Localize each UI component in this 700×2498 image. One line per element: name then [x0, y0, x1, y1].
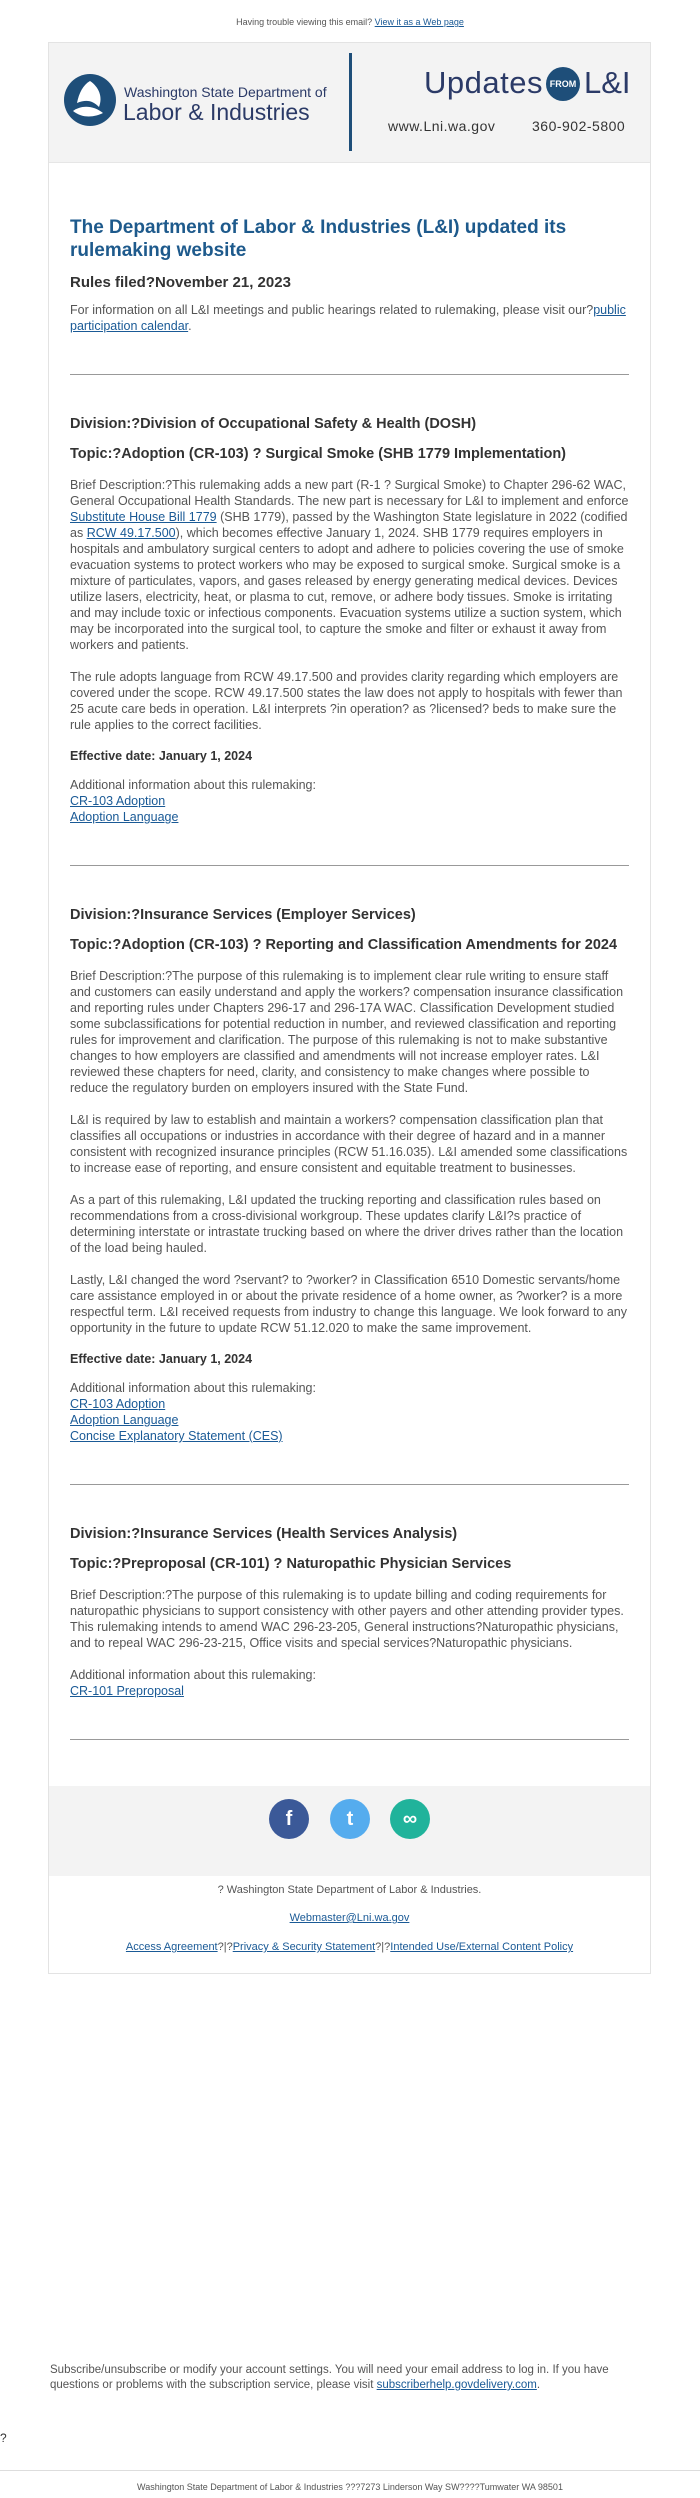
subscription-notice	[50, 2363, 650, 2393]
stray-character: ?	[0, 2431, 7, 2445]
public-participation-calendar-link[interactable]: public participation calendar	[70, 303, 626, 333]
shb-1779-link[interactable]: Substitute House Bill 1779	[70, 510, 217, 524]
trucking-paragraph: As a part of this rulemaking, L&I updated the trucking reporting and classification rules based on recommendations from a cross-divisional workgroup. These updates clarify L&I?s practice of determining interstate or intrastate trucking based on where the driver drives rather than the location of the load being hauled.	[70, 1193, 624, 1255]
topic-heading: Topic:?Preproposal (CR-101) ? Naturopathic Physician Services	[70, 1556, 512, 1572]
rules-filed-date: Rules filed?November 21, 2023	[70, 274, 291, 291]
rcw-49-17-500-link[interactable]: RCW 49.17.500	[86, 526, 176, 540]
adoption-language-link[interactable]: Adoption Language	[70, 810, 179, 824]
trouble-viewing-text: Having trouble viewing this email?	[236, 17, 373, 27]
facebook-icon[interactable]: f	[269, 1799, 309, 1839]
division-heading: Division:?Insurance Services (Employer Services)	[70, 907, 416, 923]
description-text: (SHB 1779), passed by the Washington State legislature in 2022 (codified as	[70, 510, 628, 540]
cr-103-adoption-link[interactable]: CR-103 Adoption	[70, 794, 166, 808]
link-icon[interactable]: ∞	[390, 1799, 430, 1839]
section-divider	[70, 865, 629, 866]
additional-info-label: Additional information about this rulemaking:	[70, 1668, 316, 1682]
logo-line2: Labor & Industries	[123, 99, 310, 125]
description-paragraph	[70, 477, 629, 653]
website-text: www.Lni.wa.gov	[388, 118, 496, 134]
description-text: ), which becomes effective January 1, 2024. SHB 1779 requires employers in hospitals and ambulatory surgical centers to adopt and adhere to policies covering the use of smoke evacuation systems to protect workers who may be exposed to surgical smoke. Surgical smoke is a mixture of particulates, vapors, and gases released by energy generating medical devices. Devices utilize lasers, electricity, heat, or plasma to cut, remove, or adhere body tissues. Smoke is irritating and may include toxic or infectious components. Evacuation systems utilize a suction system, which may be incorporated into the surgical tool, to capture the smoke and filter or exhaust it away from workers and patients.	[70, 526, 624, 652]
lni-logo-icon	[63, 73, 117, 127]
description-text: Brief Description:?This rulemaking adds a new part (R-1 ? Surgical Smoke) to Chapter 296-62 WAC, General Occupational Health Standards. The new part is necessary for L&I to implement and enforce	[70, 478, 629, 508]
description-paragraph: Brief Description:?The purpose of this rulemaking is to update billing and coding requirements for naturopathic physicians to support consistency with other payers and other attending provider types. This rulemaking intends to amend WAC 296-23-205, General instructions?Naturopathic physicians, and to repeal WAC 296-23-215, Office visits and special services?Naturopathic physicians.	[70, 1588, 624, 1650]
intended-use-link[interactable]: Intended Use/External Content Policy	[390, 1941, 574, 1953]
policy-links	[49, 1941, 650, 1953]
copyright-text: ? Washington State Department of Labor & Industries.	[217, 1884, 482, 1896]
section-divider	[70, 1739, 629, 1740]
page-title: The Department of Labor & Industries (L&I) updated its rulemaking website	[70, 217, 567, 261]
view-web-page-link[interactable]: View it as a Web page	[374, 17, 464, 27]
terminology-paragraph: Lastly, L&I changed the word ?servant? to ?worker? in Classification 6510 Domestic servants/home care assistance employed in or about the private residence of a home owner, as ?worker? is a more respectful term. L&I received requests from industry to change this language. We look forward to any opportunity in the future to update RCW 51.12.020 to make the same improvement.	[70, 1273, 627, 1335]
classification-paragraph: L&I is required by law to establish and maintain a workers? compensation classification plan that classifies all occupations or industries in accordance with their degree of hazard and in a manner consistent with recognized insurance principles (RCW 51.16.035). L&I amended some classifications to increase ease of reporting, and ensure consistent and equitable treatment to businesses.	[70, 1113, 628, 1175]
logo-line1: Washington State Department of	[124, 84, 327, 100]
view-online-bar	[0, 0, 700, 40]
email-header	[49, 43, 650, 163]
intro-text: For information on all L&I meetings and public hearings related to rulemaking, please visit our?	[70, 303, 594, 317]
email-container	[48, 42, 651, 1974]
access-agreement-link[interactable]: Access Agreement	[125, 1941, 218, 1953]
section-divider	[70, 374, 629, 375]
division-heading: Division:?Insurance Services (Health Services Analysis)	[70, 1526, 458, 1542]
section-divider	[70, 1484, 629, 1485]
policy-separator: ?|?	[217, 1941, 233, 1953]
division-heading: Division:?Division of Occupational Safety & Health (DOSH)	[70, 416, 477, 432]
updates-title: Updates	[424, 65, 543, 100]
description-paragraph: Brief Description:?The purpose of this rulemaking is to implement clear rule writing to ensure staff and customers can easily understand and apply the workers? compensation insurance classification and reporting rules under Chapters 296-17 and 296-17A WAC. Classification Development studied some subclassifications for potential reduction in number, and reviewed classification and reporting rules for improvement and clarification. The purpose of this rulemaking is not to make substantive changes to how employers are classified and amendments will not increase employer rates. L&I reviewed these chapters for need, clarity, and consistency to make changes where possible to reduce the regulatory burden on employers insured with the State Fund.	[70, 969, 624, 1095]
cr-101-preproposal-link[interactable]: CR-101 Preproposal	[70, 1684, 184, 1698]
rule-section-health-services	[70, 1525, 629, 1699]
li-title: L&I	[584, 65, 631, 100]
footer-info	[49, 1876, 650, 1973]
scope-paragraph: The rule adopts language from RCW 49.17.500 and provides clarity regarding which employers are covered under the scope. RCW 49.17.500 states the law does not apply to hospitals with fewer than 25 acute care beds in operation. L&I interprets ?in operation? as ?licensed? beds to make sure the rule applies to the correct facilities.	[70, 670, 623, 732]
header-divider	[349, 53, 352, 151]
adoption-language-link[interactable]: Adoption Language	[70, 1413, 179, 1427]
topic-heading: Topic:?Adoption (CR-103) ? Surgical Smoke (SHB 1779 Implementation)	[70, 446, 567, 462]
cr-103-adoption-link[interactable]: CR-103 Adoption	[70, 1397, 166, 1411]
rule-section-employer-services	[70, 906, 629, 1444]
intro-paragraph	[70, 302, 629, 334]
rule-section-dosh	[70, 415, 629, 825]
concise-explanatory-statement-link[interactable]: Concise Explanatory Statement (CES)	[70, 1429, 283, 1443]
email-body	[49, 216, 650, 1740]
webmaster-email-link[interactable]: Webmaster@Lni.wa.gov	[289, 1912, 410, 1924]
phone-text: 360-902-5800	[532, 118, 626, 134]
from-badge: FROM	[546, 67, 580, 101]
topic-heading: Topic:?Adoption (CR-103) ? Reporting and Classification Amendments for 2024	[70, 937, 618, 953]
subscriber-help-link[interactable]: subscriberhelp.govdelivery.com	[376, 2379, 537, 2391]
additional-info-label: Additional information about this rulemaking:	[70, 778, 316, 792]
additional-info-label: Additional information about this rulemaking:	[70, 1381, 316, 1395]
effective-date: Effective date: January 1, 2024	[70, 749, 253, 763]
effective-date: Effective date: January 1, 2024	[70, 1352, 253, 1366]
privacy-security-link[interactable]: Privacy & Security Statement	[232, 1941, 376, 1953]
twitter-icon[interactable]: t	[330, 1799, 370, 1839]
subscription-end: .	[536, 2379, 541, 2391]
additional-info-links	[70, 793, 629, 825]
social-links-bar	[49, 1786, 650, 1876]
policy-separator: ?|?	[375, 1941, 391, 1953]
mailing-address: Washington State Department of Labor & Industries ???7273 Linderson Way SW????Tumwater WA 98501	[137, 2482, 563, 2492]
additional-info-links	[70, 1683, 629, 1699]
subscription-text: Subscribe/unsubscribe or modify your account settings. You will need your email address to log in. If you have questions or problems with the subscription service, please visit	[50, 2364, 609, 2391]
intro-end: .	[188, 319, 192, 333]
additional-info-links	[70, 1396, 629, 1444]
bottom-divider	[0, 2470, 700, 2471]
